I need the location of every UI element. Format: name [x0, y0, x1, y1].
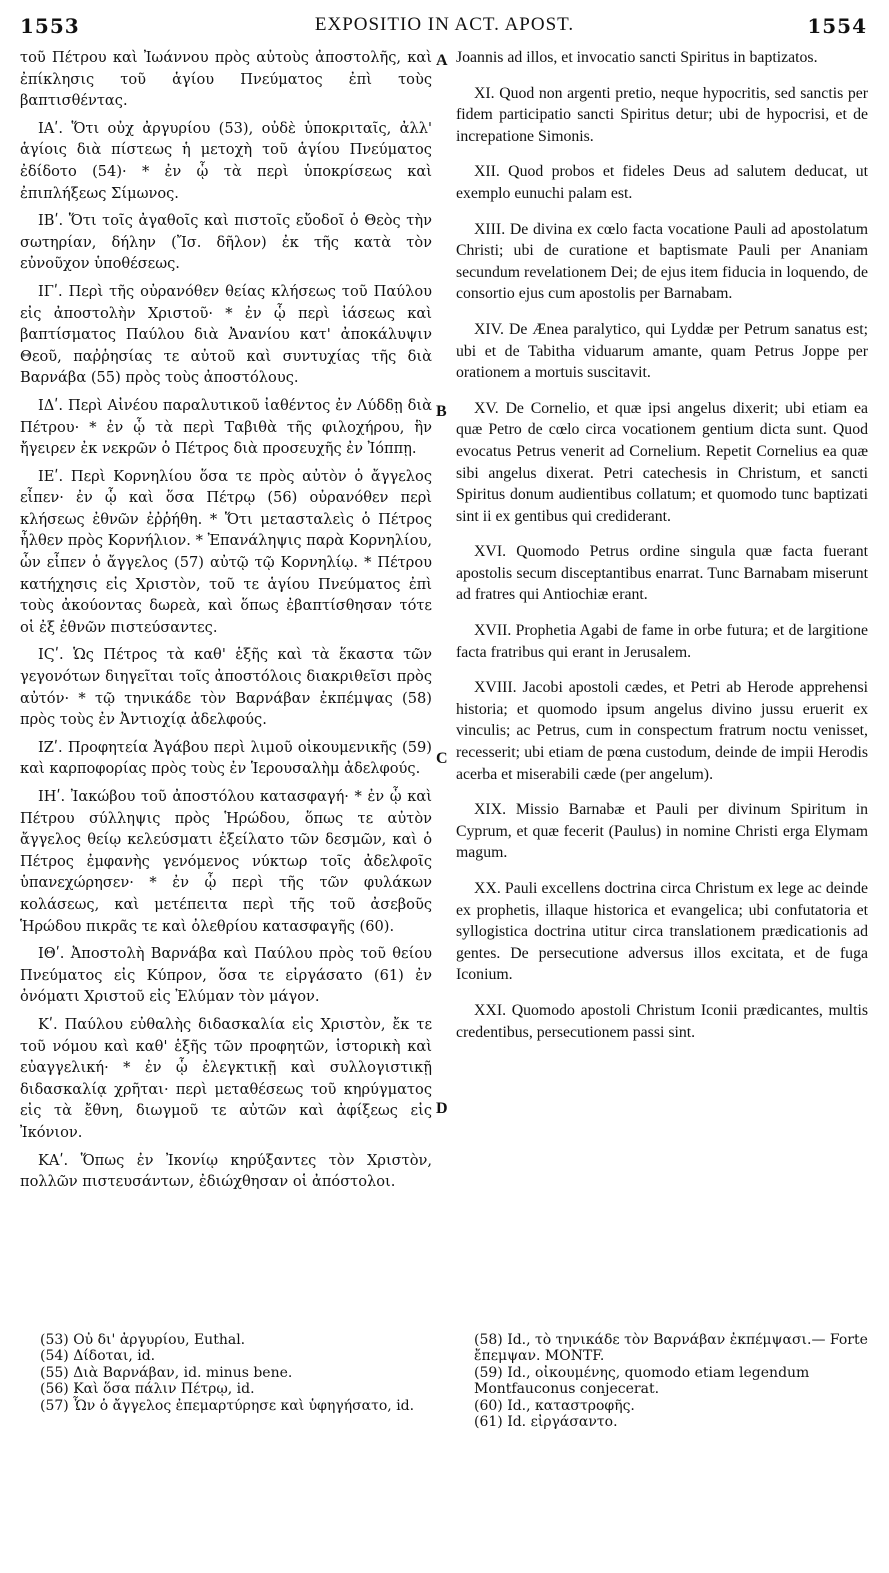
greek-paragraph: ΙΖʹ. Προφητεία Ἀγάβου περὶ λιμοῦ οἰκουμενικῆς (59) καὶ καρποφορίας πρὸς τοὺς ἐν Ἱερουσαλὴμ ἀδελφούς.: [20, 738, 432, 778]
greek-paragraph: ΙΒʹ. Ὅτι τοῖς ἀγαθοῖς καὶ πιστοῖς εὔοδοῖ ὁ Θεὸς τὴν σωτηρίαν, δήλην (Ἴσ. δῆλον) ἐκ τῆς κατὰ τὸν εὐνοῦχον ὑποθέσεως.: [20, 212, 432, 273]
footnotes-right: [474, 1332, 869, 1430]
footnote: (56) Καὶ ὅσα πάλιν Πέτρῳ, id.: [40, 1381, 255, 1398]
footnote: (55) Διὰ Βαρνάβαν, id. minus bene.: [40, 1364, 293, 1381]
margin-marker-b: B: [436, 403, 447, 420]
latin-paragraph: XVII. Prophetia Agabi de fame in orbe futura; et de largitione facta fratribus qui erant in Jerusalem.: [456, 622, 868, 661]
footnote: (60) Id., καταστροφῆς.: [474, 1397, 635, 1414]
greek-column: [20, 47, 432, 1199]
greek-paragraph: ΚΑʹ. Ὅπως ἐν Ἰκονίῳ κηρύξαντες τὸν Χριστὸν, πολλῶν πιστευσάντων, ἐδιώχθησαν οἱ ἀπόστολοι.: [20, 1151, 432, 1191]
latin-paragraph: XI. Quod non argenti pretio, neque hypocritis, sed sanctis per fidem participatio sancti Spiritus detur; ubi de hypocrisi, et de increpatione Simonis.: [456, 84, 868, 145]
greek-paragraph: Κʹ. Παύλου εὐθαλὴς διδασκαλία εἰς Χριστὸν, ἔκ τε τοῦ νόμου καὶ καθ' ἑξῆς τῶν προφητῶν, ἱστορικὴ καὶ εὐαγγελική· * ἐν ᾧ ἐλεγκτικῇ καὶ συλλογιστικῇ διδασκαλίᾳ χρῆται· περὶ μεταθέσεως τοῦ κηρύγματος εἰς τὰ ἔθνη, διωγμοῦ τε αὐτῶν καὶ ἀφίξεως εἰς Ἰκόνιον.: [20, 1015, 432, 1141]
page-number-right: 1554: [807, 14, 867, 38]
latin-paragraph: XIV. De Ænea paralytico, qui Lyddæ per Petrum sanatus est; ubi et de Tabitha viduarum amante, quam Petrus Joppe per orationem a mortuis suscitavit.: [456, 320, 868, 382]
latin-paragraph: Joannis ad illos, et invocatio sancti Spiritus in baptizatos.: [456, 49, 818, 66]
footnote: (61) Id. εἰργάσαντο.: [474, 1414, 618, 1431]
greek-paragraph: ΙΗʹ. Ἰακώβου τοῦ ἀποστόλου κατασφαγή· * ἐν ᾧ καὶ Πέτρου σύλληψις πρὸς Ἡρώδου, ὅπως τε αὐτὸν ἄγγελος θείῳ κελεύσματι ἐξείλατο τῶν δεσμῶν, καὶ ὁ Πέτρος ἐμφανὴς γενόμενος νύκτωρ τοῖς ἀδελφοῖς ὑπανεχώρησεν· * ἐν ᾧ περὶ τῆς τῶν φυλάκων κολάσεως, καὶ μετέπειτα περὶ τῆς τοῦ ἀσεβοῦς Ἡρώδου πικρᾶς τε καὶ ὀλεθρίου κατασφαγῆς (60).: [20, 788, 432, 935]
latin-paragraph: XIII. De divina ex cœlo facta vocatione Pauli ad apostolatum Christi; ubi de curatione et baptismate Pauli per Ananiam secundum revelationem Dei; de ejus item fiducia in loquendo, de consortio ejus cum apostolis per Barnabam.: [456, 220, 868, 303]
running-title: EXPOSITIO IN ACT. APOST.: [314, 14, 575, 35]
footnote: (57) Ὧν ὁ ἄγγελος ἐπεμαρτύρησε καὶ ὑφηγήσατο, id.: [40, 1397, 415, 1414]
greek-paragraph: ΙΘʹ. Ἀποστολὴ Βαρνάβα καὶ Παύλου πρὸς τοῦ θείου Πνεύματος εἰς Κύπρον, ὅσα τε εἰργάσατο (61) ἐν ὀνόματι Χριστοῦ εἰς Ἐλύμαν τὸν μάγον.: [20, 945, 432, 1006]
latin-paragraph: XVI. Quomodo Petrus ordine singula quæ facta fuerant apostolis secum disceptantibus enarrat. Tunc Barnabam miserunt ad fratres qui Antiochiæ erant.: [456, 543, 868, 604]
latin-column: [456, 47, 868, 1057]
greek-paragraph: ΙΑʹ. Ὅτι οὐχ ἀργυρίου (53), οὐδὲ ὑποκριταῖς, ἀλλ' ἁγίοις διὰ πίστεως ἡ μετοχὴ τοῦ ἁγίου Πνεύματος ἐδίδοτο (54)· * ἐν ᾧ τὰ περὶ ὑποκρίσεως καὶ ἐπιπλήξεως Σίμωνος.: [20, 119, 432, 202]
footnote: (54) Δίδοται, id.: [40, 1348, 156, 1365]
greek-paragraph: ΙΕʹ. Περὶ Κορνηλίου ὅσα τε πρὸς αὐτὸν ὁ ἄγγελος εἶπεν· ἐν ᾧ καὶ ὅσα Πέτρῳ (56) οὐρανόθεν περὶ κλήσεως ἐθνῶν ἐῤῥήθη. * Ὅτι μετασταλεὶς ὁ Πέτρος ἦλθεν πρὸς Κορνήλιον. * Ἐπανάληψις παρὰ Κορνηλίου, ὧν εἶπεν ὁ ἄγγελος (57) αὐτῷ τῷ Κορνηλίῳ. * Πέτρου κατήχησις εἰς Χριστὸν, τοῦ τε ἁγίου Πνεύματος ἐπὶ τοὺς ἀκούοντας δωρεὰ, καὶ ὅπως ἐβαπτίσθησαν τότε οἱ ἐξ ἐθνῶν πιστεύσαντες.: [20, 467, 432, 636]
greek-paragraph: τοῦ Πέτρου καὶ Ἰωάννου πρὸς αὐτοὺς ἀποστολῆς, καὶ ἐπίκλησις τοῦ ἁγίου Πνεύματος ἐπὶ τοὺς βαπτισθέντας.: [20, 49, 432, 110]
margin-marker-c: C: [436, 750, 448, 767]
latin-paragraph: XXI. Quomodo apostoli Christum Iconii prædicantes, multis credentibus, persecutionem passi sint.: [456, 1001, 868, 1041]
latin-paragraph: XIX. Missio Barnabæ et Pauli per divinum Spiritum in Cyprum, et quæ fecerit (Paulus) in nomine Christi erga Elymam magum.: [456, 801, 868, 862]
latin-paragraph: XV. De Cornelio, et quæ ipsi angelus dixerit; ubi etiam ea quæ Petro de cœlo circa vocationem gentium dicta sunt. Quod evocatus Petrus venerit ad Cornelium. Repetit Cornelius ea quæ sibi angelus dixerat. Petri catechesis in Christum, et sancti Spiritus donum audientibus collatum; et quomodo tunc baptizati sint ii ex gentibus qui crediderant.: [456, 399, 868, 525]
latin-paragraph: XVIII. Jacobi apostoli cædes, et Petri ab Herode apprehensi historia; et quomodo ipsum angelus divino jussu eruerit ex vinculis; ac Petrus, cum in conspectum fratrum noctu venisset, recesserit; ubi etiam de pœna custodum, deinde de impii Herodis acerba et miserabili cæde (per angelum).: [456, 679, 868, 783]
greek-paragraph: ΙϚʹ. Ὡς Πέτρος τὰ καθ' ἑξῆς καὶ τὰ ἕκαστα τῶν γεγονότων διηγεῖται τοῖς ἀποστόλοις διακριθεῖσι πρὸς αὐτόν· * τῷ τηνικάδε τὸν Βαρνάβαν ἐκπέμψας (58) πρὸς τοὺς ἐν Ἀντιοχίᾳ ἀδελφούς.: [20, 646, 432, 729]
latin-paragraph: XII. Quod probos et fideles Deus ad salutem deducat, ut exemplo eunuchi palam est.: [456, 163, 868, 202]
margin-marker-a: A: [436, 52, 448, 69]
greek-paragraph: ΙΓʹ. Περὶ τῆς οὐρανόθεν θείας κλήσεως τοῦ Παύλου εἰς ἀποστολὴν Χριστοῦ· * ἐν ᾧ περὶ ἰάσεως καὶ βαπτίσματος Παύλου διὰ Ἀνανίου κατ' ἀποκάλυψιν Θεοῦ, παῤῥησίας τε αὐτοῦ καὶ συντυχίας τῆς διὰ Βαρνάβα (55) πρὸς τοὺς ἀποστόλους.: [20, 282, 432, 387]
greek-paragraph: ΙΔʹ. Περὶ Αἰνέου παραλυτικοῦ ἰαθέντος ἐν Λύδδῃ διὰ Πέτρου· * ἐν ᾧ τὰ περὶ Ταβιθὰ τῆς φιλοχήρου, ἣν ἤγειρεν ἐκ νεκρῶν ὁ Πέτρος διὰ προσευχῆς ἐν Ἰόππῃ.: [20, 396, 432, 458]
footnotes-left: [40, 1332, 430, 1414]
footnote: (59) Id., οἰκουμένης, quomodo etiam legendum Montfauconus conjecerat.: [474, 1364, 810, 1398]
footnote: (53) Οὐ δι' ἀργυρίου, Euthal.: [40, 1332, 246, 1348]
latin-paragraph: XX. Pauli excellens doctrina circa Christum ex lege ac deinde ex prophetis, illaque historica et evangelica; ubi confutatoria et syllogistica doctrina utitur circa translationem prædicationis ad gentes. De persecutione adversus illos excitata, et de fuga Iconium.: [456, 880, 868, 984]
running-header: [0, 14, 889, 40]
margin-marker-d: D: [436, 1100, 448, 1117]
footnote: (58) Id., τὸ τηνικάδε τὸν Βαρνάβαν ἐκπέμψασι.— Forte ἔπεμψαν. MONTF.: [474, 1332, 868, 1365]
page-number-left: 1553: [20, 14, 80, 38]
